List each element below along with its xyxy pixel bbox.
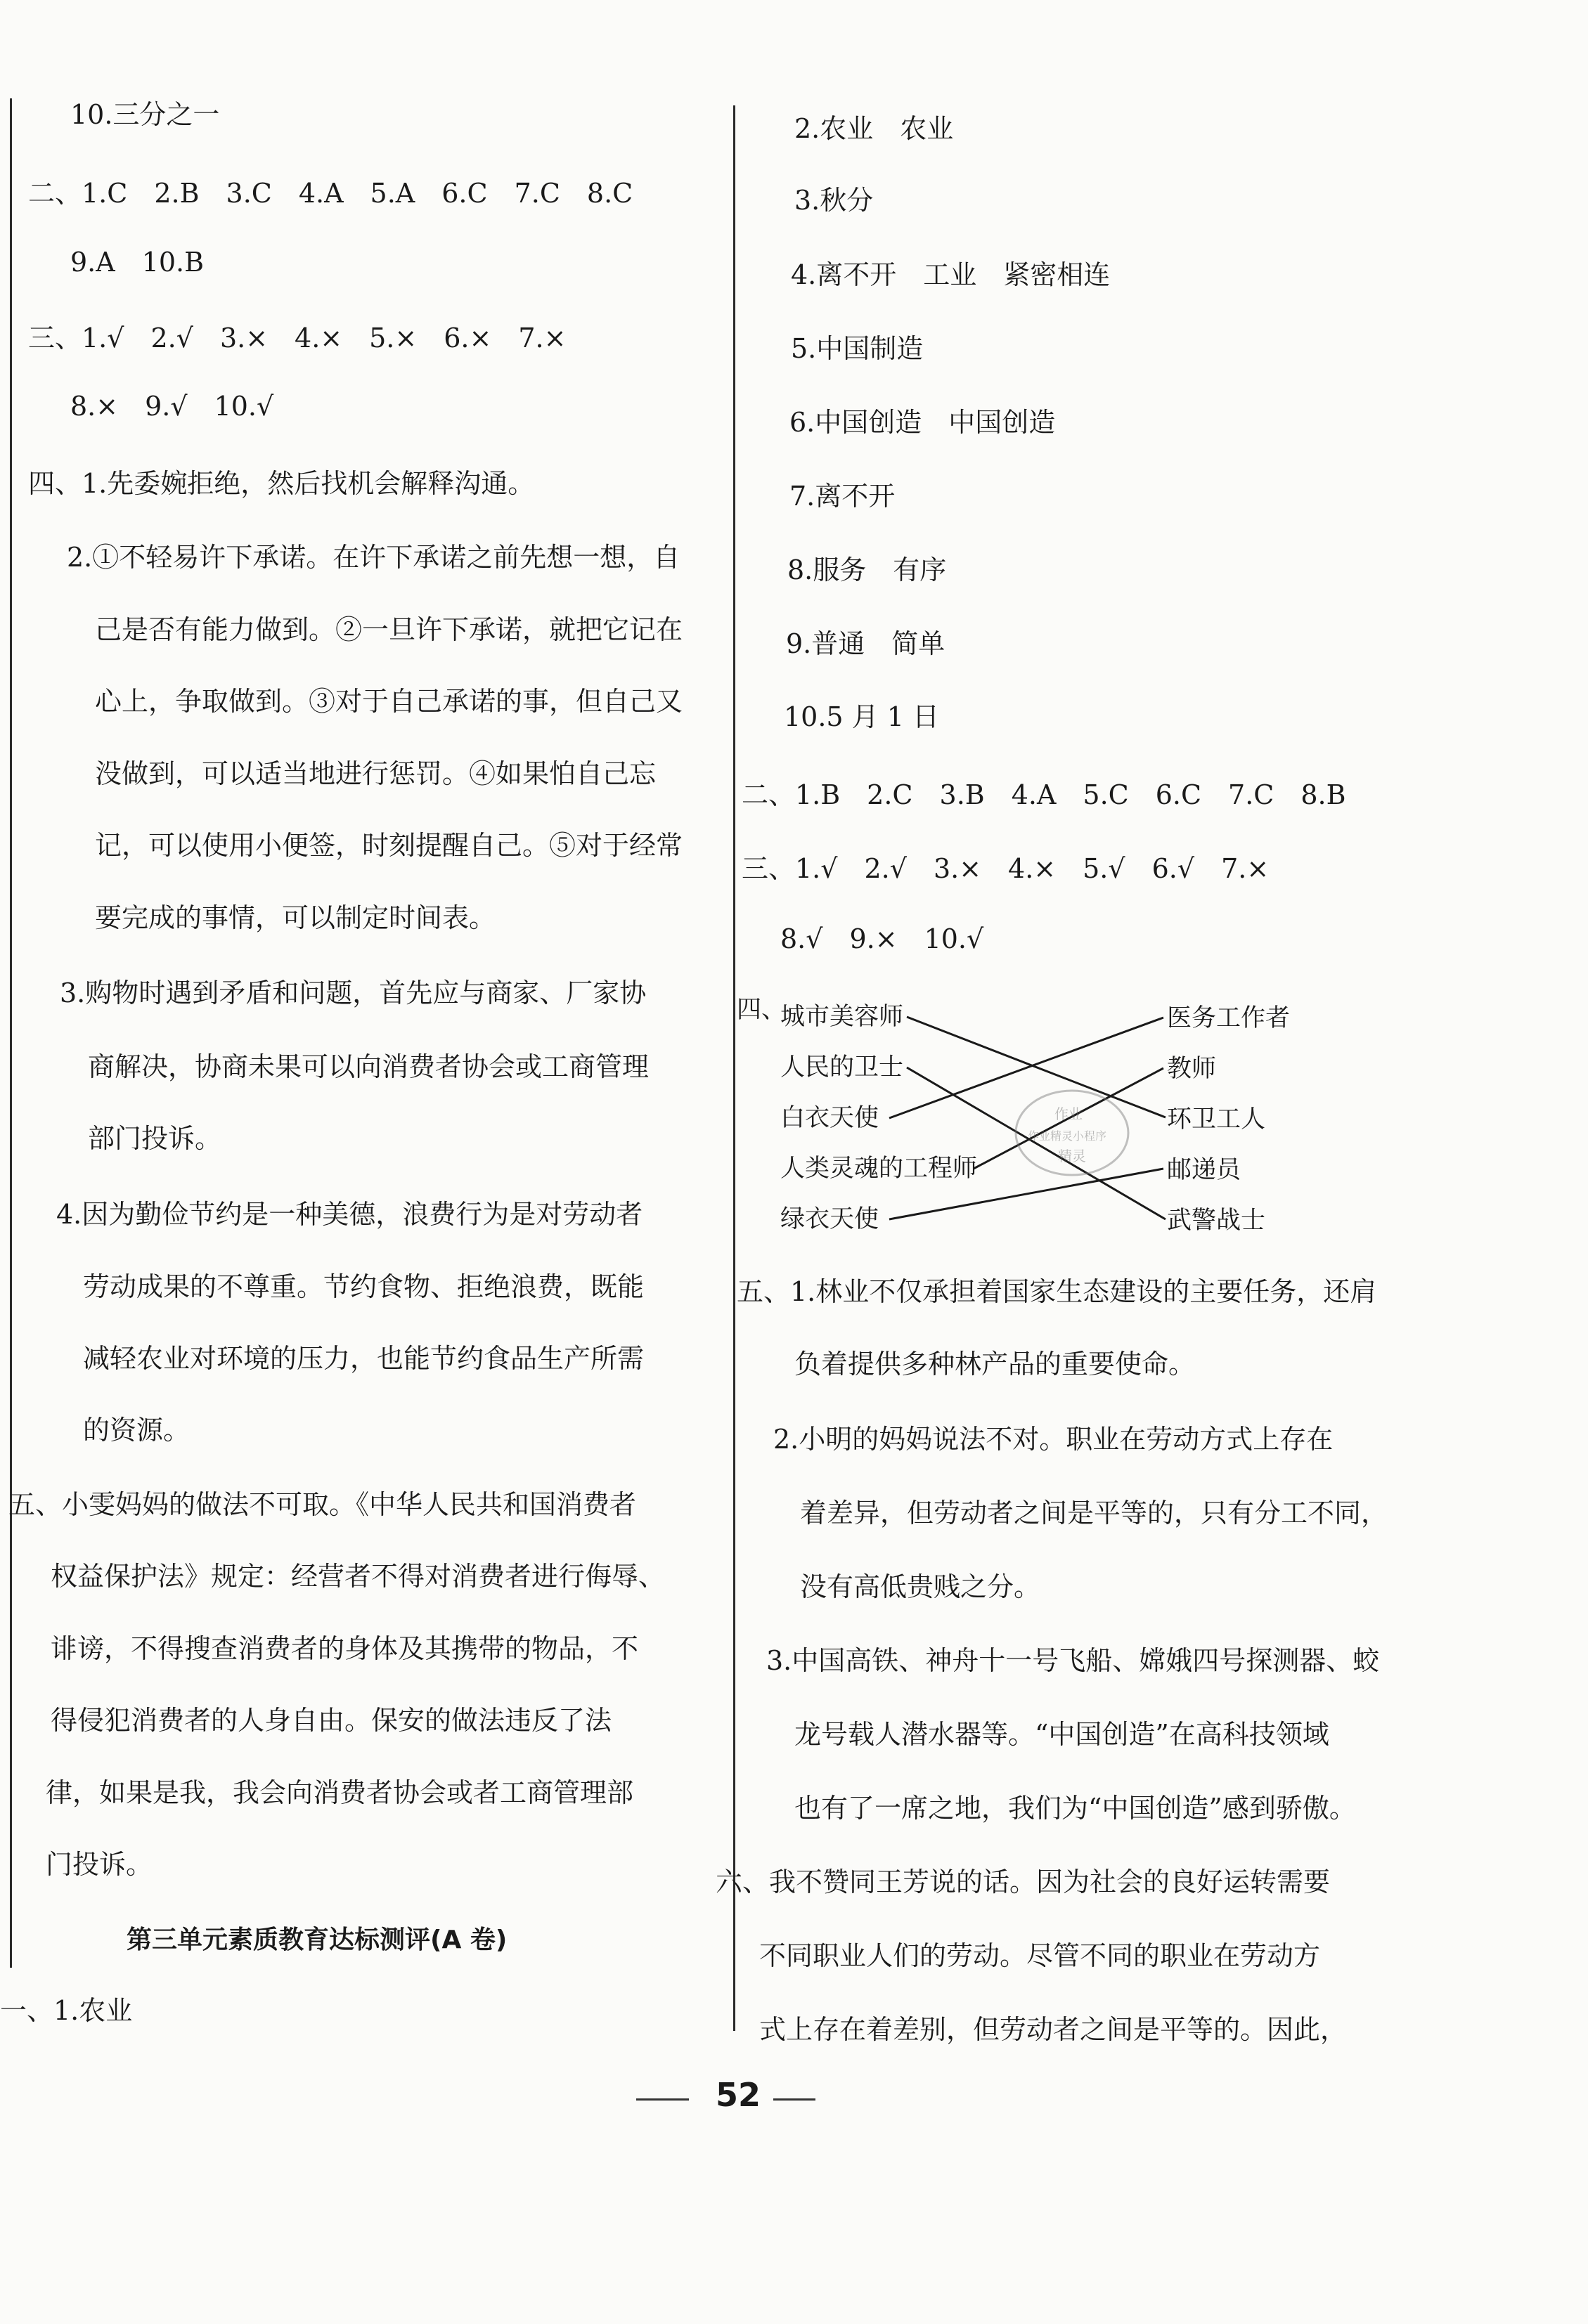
answer-line: 没做到，可以适当地进行惩罚。④如果怕自己忘 — [95, 758, 657, 789]
answer-line: 一、1.农业 — [0, 1995, 133, 2026]
answer-line: 10.三分之一 — [70, 99, 220, 130]
answer-line: 2.小明的妈妈说法不对。职业在劳动方式上存在 — [773, 1424, 1334, 1455]
answer-line: 门投诉。 — [46, 1849, 153, 1880]
matching-prefix: 四、 — [737, 996, 787, 1024]
answer-line: 劳动成果的不尊重。节约食物、拒绝浪费，既能 — [83, 1271, 645, 1302]
answer-line: 五、小雯妈妈的做法不可取。《中华人民共和国消费者 — [8, 1489, 637, 1520]
page-number-dash-left — [636, 2098, 689, 2101]
answer-line: 权益保护法》规定：经营者不得对消费者进行侮辱、 — [51, 1561, 666, 1592]
answer-line: 心上，争取做到。③对于自己承诺的事，但自己又 — [95, 686, 683, 717]
answer-line: 7.离不开 — [789, 481, 896, 512]
matching-left-item: 绿衣天使 — [780, 1205, 879, 1233]
answer-line: 4.因为勤俭节约是一种美德，浪费行为是对劳动者 — [56, 1199, 643, 1230]
answer-line: 8.× 9.√ 10.√ — [70, 391, 274, 422]
answer-line: 10.5 月 1 日 — [784, 701, 940, 732]
answer-line: 得侵犯消费者的人身自由。保安的做法违反了法 — [51, 1705, 612, 1736]
matching-left-item: 人类灵魂的工程师 — [780, 1155, 978, 1183]
answer-line: 也有了一席之地，我们为“中国创造”感到骄傲。 — [794, 1793, 1356, 1824]
matching-right-item: 医务工作者 — [1167, 1004, 1291, 1032]
answer-line: 二、1.B 2.C 3.B 4.A 5.C 6.C 7.C 8.B — [742, 779, 1346, 810]
answer-line: 式上存在着差别，但劳动者之间是平等的。因此， — [759, 2014, 1348, 2045]
section-title: 第三单元素质教育达标测评(A 卷) — [127, 1926, 508, 1954]
svg-text:作业精灵小程序: 作业精灵小程序 — [1028, 1129, 1107, 1143]
answer-line: 6.中国创造 中国创造 — [789, 407, 1056, 438]
answer-line: 5.中国制造 — [791, 333, 924, 364]
answer-line: 要完成的事情，可以制定时间表。 — [95, 902, 496, 933]
answer-line: 三、1.√ 2.√ 3.× 4.× 5.× 6.× 7.× — [28, 323, 567, 353]
answer-line: 2.①不轻易许下承诺。在许下承诺之前先想一想，自 — [67, 542, 680, 573]
match-line — [889, 1018, 1163, 1118]
matching-right-item: 武警战士 — [1167, 1207, 1266, 1235]
answer-line: 部门投诉。 — [88, 1123, 222, 1154]
answer-line: 己是否有能力做到。②一旦许下承诺，就把它记在 — [95, 614, 683, 645]
matching-right-item: 教师 — [1167, 1055, 1217, 1083]
answer-line: 着差异，但劳动者之间是平等的，只有分工不同， — [800, 1498, 1388, 1528]
answer-line: 诽谤，不得搜查消费者的身体及其携带的物品，不 — [51, 1633, 639, 1664]
answer-line: 五、1.林业不仅承担着国家生态建设的主要任务，还肩 — [737, 1276, 1377, 1307]
answer-line: 3.购物时遇到矛盾和问题，首先应与商家、厂家协 — [60, 978, 647, 1008]
answer-line: 龙号载人潜水器等。“中国创造”在高科技领域 — [794, 1719, 1329, 1750]
answer-line: 3.秋分 — [794, 185, 874, 216]
page-number-dash-right — [773, 2098, 815, 2101]
answer-line: 8.√ 9.× 10.√ — [780, 923, 984, 954]
answer-line: 9.普通 简单 — [786, 628, 945, 659]
answer-line: 律，如果是我，我会向消费者协会或者工商管理部 — [46, 1777, 634, 1808]
answer-line: 减轻农业对环境的压力，也能节约食品生产所需 — [83, 1343, 645, 1374]
answer-line: 二、1.C 2.B 3.C 4.A 5.A 6.C 7.C 8.C — [28, 178, 633, 209]
matching-left-item: 人民的卫士 — [780, 1053, 904, 1082]
answer-line: 不同职业人们的劳动。尽管不同的职业在劳动方 — [759, 1940, 1321, 1971]
answer-line: 4.离不开 工业 紧密相连 — [791, 259, 1111, 290]
watermark-stamp — [1016, 1091, 1128, 1175]
answer-line: 9.A 10.B — [70, 247, 205, 278]
answer-line: 的资源。 — [83, 1415, 191, 1446]
answer-line: 负着提供多种林产品的重要使命。 — [794, 1349, 1196, 1380]
answer-line: 记，可以使用小便签，时刻提醒自己。⑤对于经常 — [95, 830, 683, 861]
svg-text:作业: 作业 — [1054, 1105, 1083, 1122]
matching-left-item: 城市美容师 — [780, 1003, 904, 1031]
answer-line: 3.中国高铁、神舟十一号飞船、嫦娥四号探测器、蛟 — [766, 1645, 1380, 1676]
svg-text:精灵: 精灵 — [1058, 1148, 1086, 1164]
answer-line: 六、我不赞同王芳说的话。因为社会的良好运转需要 — [716, 1867, 1331, 1897]
matching-left-item: 白衣天使 — [780, 1104, 879, 1132]
matching-right-item: 环卫工人 — [1167, 1105, 1266, 1134]
answer-line: 四、1.先委婉拒绝，然后找机会解释沟通。 — [28, 468, 535, 499]
matching-right-item: 邮递员 — [1167, 1156, 1241, 1184]
answer-line: 三、1.√ 2.√ 3.× 4.× 5.√ 6.√ 7.× — [742, 853, 1270, 884]
answer-line: 商解决，协商未果可以向消费者协会或工商管理 — [88, 1051, 650, 1082]
answer-line: 没有高低贵贱之分。 — [800, 1571, 1041, 1602]
page-number: 52 — [716, 2076, 761, 2114]
answer-line: 2.农业 农业 — [794, 113, 954, 144]
answer-line: 8.服务 有序 — [787, 554, 947, 585]
